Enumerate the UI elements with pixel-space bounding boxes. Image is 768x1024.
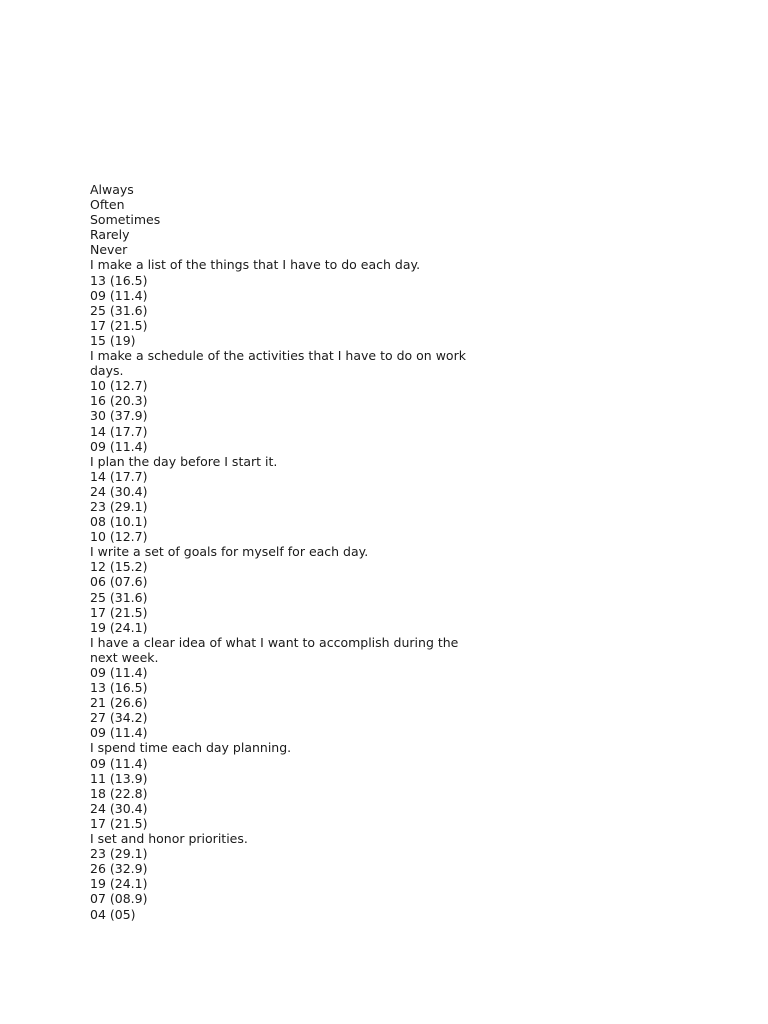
header-often: Often [90, 197, 125, 213]
value-sometimes: 18 (22.8) [90, 785, 148, 801]
value-sometimes: 25 (31.6) [90, 589, 148, 605]
value-rarely: 24 (30.4) [90, 800, 148, 816]
survey-item [90, 635, 470, 741]
survey-item [90, 740, 470, 831]
value-never: 19 (24.1) [90, 619, 148, 635]
header-sometimes: Sometimes [90, 212, 161, 228]
value-always: 14 (17.7) [90, 468, 148, 484]
item-statement: I have a clear idea of what I want to accomplish during the next week. [90, 634, 459, 665]
value-often: 24 (30.4) [90, 483, 148, 499]
item-statement: I make a schedule of the activities that I have to do on work days. [90, 348, 466, 379]
value-often: 11 (13.9) [90, 770, 148, 786]
value-often: 16 (20.3) [90, 393, 148, 409]
value-always: 13 (16.5) [90, 272, 148, 288]
value-rarely: 07 (08.9) [90, 891, 148, 907]
item-statement: I spend time each day planning. [90, 740, 292, 756]
value-often: 26 (32.9) [90, 861, 148, 877]
document-text-block [90, 182, 470, 922]
value-always: 10 (12.7) [90, 378, 148, 394]
value-often: 13 (16.5) [90, 680, 148, 696]
value-rarely: 17 (21.5) [90, 604, 148, 620]
value-sometimes: 25 (31.6) [90, 302, 148, 318]
value-rarely: 08 (10.1) [90, 514, 148, 530]
survey-item [90, 257, 470, 348]
value-sometimes: 19 (24.1) [90, 876, 148, 892]
value-often: 09 (11.4) [90, 287, 148, 303]
item-statement: I write a set of goals for myself for each day. [90, 544, 369, 560]
survey-item [90, 454, 470, 545]
value-always: 09 (11.4) [90, 755, 148, 771]
value-rarely: 27 (34.2) [90, 710, 148, 726]
response-scale-headers [90, 182, 470, 257]
value-never: 09 (11.4) [90, 438, 148, 454]
value-rarely: 17 (21.5) [90, 317, 148, 333]
value-always: 12 (15.2) [90, 559, 148, 575]
value-never: 04 (05) [90, 906, 136, 922]
value-sometimes: 21 (26.6) [90, 695, 148, 711]
value-never: 10 (12.7) [90, 529, 148, 545]
survey-item [90, 544, 470, 635]
survey-item [90, 831, 470, 922]
value-often: 06 (07.6) [90, 574, 148, 590]
value-always: 23 (29.1) [90, 846, 148, 862]
value-sometimes: 30 (37.9) [90, 408, 148, 424]
value-never: 09 (11.4) [90, 725, 148, 741]
value-sometimes: 23 (29.1) [90, 498, 148, 514]
header-always: Always [90, 182, 134, 197]
survey-item [90, 348, 470, 454]
value-always: 09 (11.4) [90, 665, 148, 680]
value-never: 17 (21.5) [90, 815, 148, 831]
header-rarely: Rarely [90, 227, 130, 243]
item-statement: I set and honor priorities. [90, 831, 248, 847]
header-never: Never [90, 242, 128, 258]
value-rarely: 14 (17.7) [90, 423, 148, 439]
item-statement: I plan the day before I start it. [90, 453, 278, 469]
item-statement: I make a list of the things that I have to do each day. [90, 257, 421, 273]
value-never: 15 (19) [90, 332, 136, 348]
